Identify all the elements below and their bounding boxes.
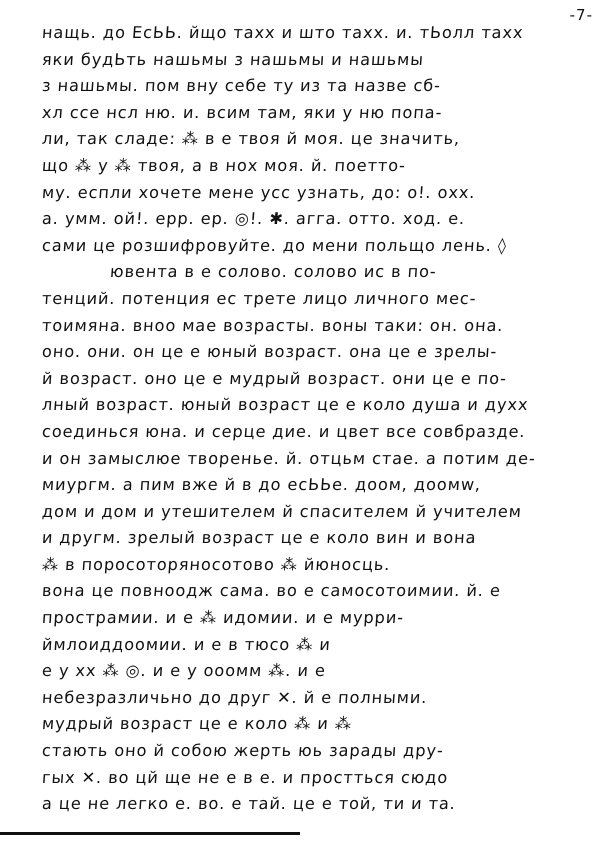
text-line: оно. они. он це е юный возраст. она це е зрелы-	[41, 342, 498, 362]
text-line: ⁂ в поросоторяносотово ⁂ йюносць.	[41, 554, 392, 574]
text-line: тоимяна. вноо мае возрасты. воны таки: он. она.	[41, 315, 505, 335]
text-line: тенций. потенция ес трете лицо личного мес-	[41, 288, 478, 308]
text-line: ювента в е солово. солово ис в по-	[109, 262, 438, 282]
text-line: стають оно й собою жерть юь зарады дру-	[41, 741, 445, 761]
text-line: ли, так сладе: ⁂ в е твоя й моя. це значить,	[41, 129, 461, 149]
text-line: миургм. а пим вже й в до есЬЬе. доом, доомw,	[41, 475, 482, 495]
text-line: й возраст. оно це е мудрый возраст. они це е по-	[41, 368, 508, 388]
text-line: а. умм. ой!. ерр. ер. ◎!. ✱. агга. отто. ход. е.	[41, 209, 466, 229]
text-line: вона це повноодж сама. во е самосотоимии. й. е	[41, 581, 502, 601]
text-line: му. еспли хочете мене усс узнать, до: о!. охх.	[41, 182, 477, 202]
text-line: и другм. зрелый возраст це е коло вин и вона	[41, 528, 478, 548]
text-line: дом и дом и утешителем й спасителем й учителем	[41, 501, 523, 521]
text-line: ймлоиддоомии. и е в тюсо ⁂ и	[41, 634, 332, 654]
text-line: нащь. до ЕсЬЬ. йщо тахх и што тахх. и. тЬолл тахх	[41, 23, 525, 42]
text-line: соединься юна. и серце дие. и цвет все совбразде.	[41, 421, 527, 441]
text-line: яки будЬть нашьмы з нашьмы и нашьмы	[41, 49, 425, 69]
handwritten-text-block	[42, 20, 588, 818]
text-line: мудрый возраст це е коло ⁂ и ⁂	[41, 714, 353, 734]
text-line: небезразличьно до друг ✕. й е полными.	[41, 687, 429, 707]
bottom-rule	[0, 832, 300, 835]
text-line: е у хх ⁂ ◎. и е у ооомм ⁂. и е	[41, 661, 327, 681]
text-line: прострамии. и е ⁂ идомии. и е мурри-	[41, 608, 405, 628]
text-line: що ⁂ у ⁂ твоя, а в нох моя. й. поетто-	[41, 155, 407, 175]
text-line: сами це розшифровуйте. до мени польщо лень. ◊	[41, 235, 508, 255]
text-line: хл ссе нсл ню. и. всим там, яки у ню попа-	[41, 102, 444, 122]
text-line: гых ✕. во цй ще не е в е. и простться сюдо	[41, 767, 449, 787]
text-line: лный возраст. юный возраст це е коло душа и духх	[41, 395, 530, 415]
text-line: а це не легко е. во. е тай. це е той, ти и та.	[41, 794, 457, 814]
text-line: и он замыслюе творенье. й. отцьм стае. а потим де-	[41, 448, 537, 468]
page-number: -7-	[569, 6, 593, 24]
text-line: з нашьмы. пом вну себе ту из та назве сб-	[41, 76, 442, 96]
